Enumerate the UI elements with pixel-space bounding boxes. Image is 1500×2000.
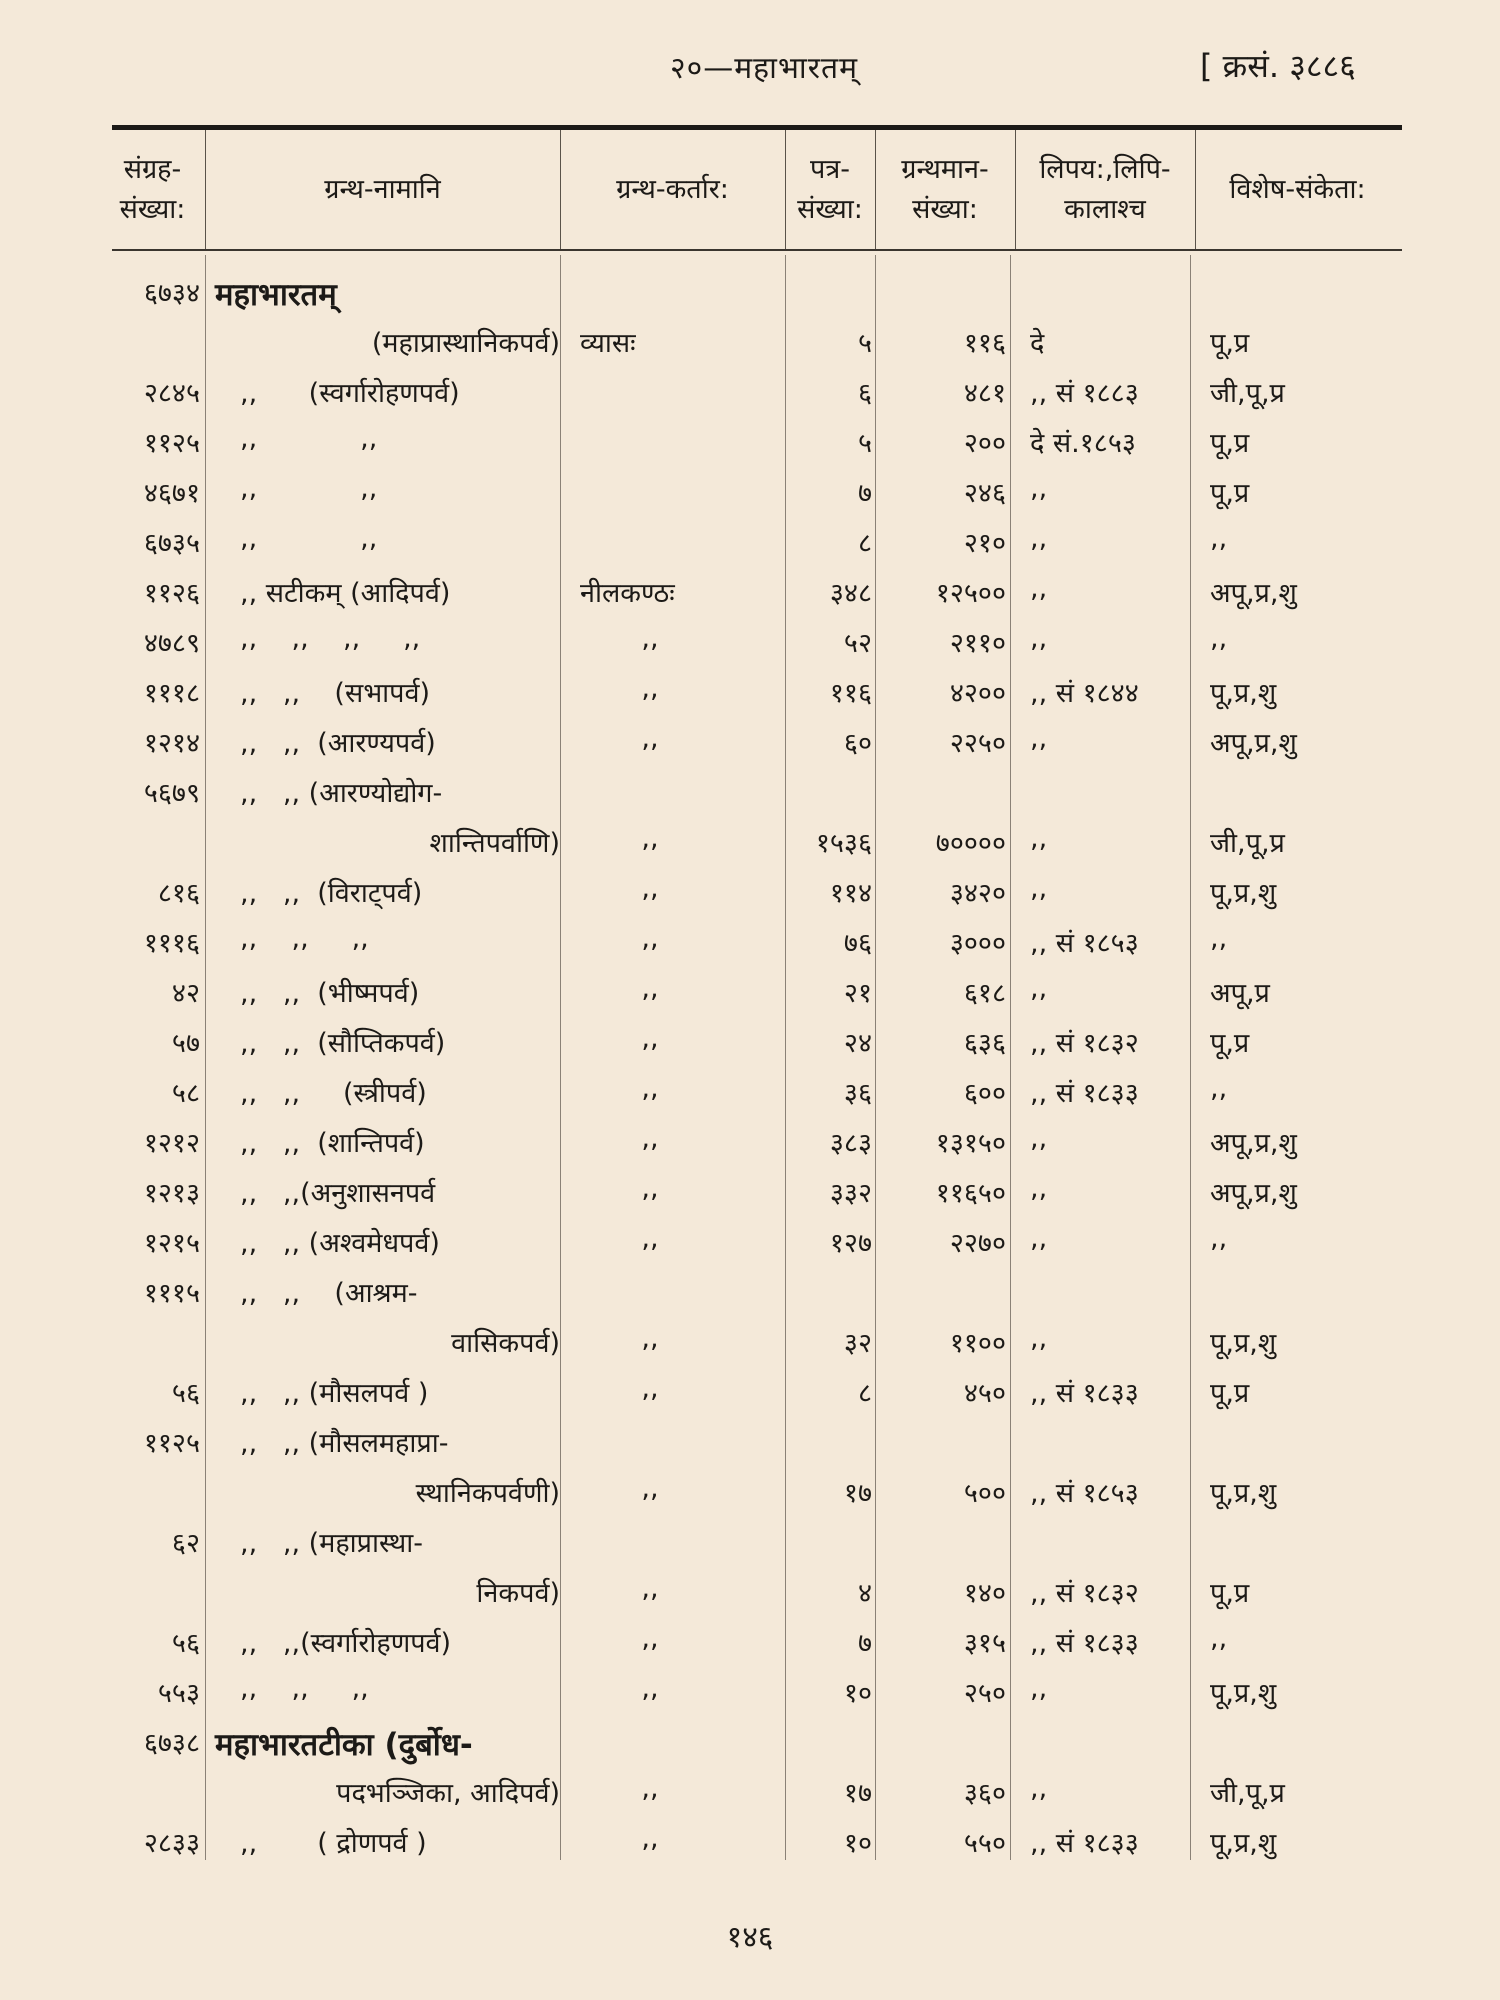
author-name: नीलकण्ठः — [580, 578, 675, 609]
folio-count: ५ — [857, 328, 872, 359]
author-name: ,, — [641, 1173, 659, 1204]
author-name: ,, — [641, 723, 659, 754]
manuscript-number: ६७३५ — [143, 528, 200, 559]
author-name: ,, — [641, 623, 659, 654]
extent-count: १३१५० — [935, 1128, 1006, 1159]
extent-count: २११० — [949, 628, 1006, 659]
table-row — [0, 965, 1500, 1015]
author-name: व्यासः — [580, 328, 636, 359]
work-title: ,, ,, (आरण्योद्योग- — [240, 778, 443, 809]
column-header-author: ग्रन्थ-कर्तार: — [616, 173, 729, 205]
folio-count: १७ — [843, 1478, 872, 1509]
table-row — [0, 1165, 1500, 1215]
work-title: वासिकपर्व) — [451, 1328, 560, 1359]
remarks: ,, — [1210, 523, 1228, 554]
extent-count: ४२०० — [949, 678, 1006, 709]
folio-count: ३४८ — [829, 578, 872, 609]
manuscript-number: ५६ — [171, 1378, 200, 1409]
column-header-extent: ग्रन्थमान- संख्या: — [901, 153, 989, 225]
folio-count: ११६ — [829, 678, 872, 709]
extent-count: ५५० — [963, 1828, 1006, 1859]
table-row — [0, 1615, 1500, 1665]
table-row — [0, 1565, 1500, 1615]
table-row — [0, 1115, 1500, 1165]
script-and-date: ,, — [1030, 473, 1048, 504]
column-header-number: संग्रह- संख्या: — [119, 153, 186, 225]
table-row — [0, 415, 1500, 465]
work-title: ,, ,, (आरण्यपर्व) — [240, 728, 436, 759]
folio-count: ३६ — [843, 1078, 872, 1109]
script-and-date: ,, — [1030, 1173, 1048, 1204]
work-title: ,, ,, — [240, 423, 378, 454]
manuscript-number: ८१६ — [157, 878, 200, 909]
table-row — [0, 1415, 1500, 1465]
work-title: ,, ,, (स्त्रीपर्व) — [240, 1078, 427, 1109]
work-title: ,, ,, (महाप्रास्था- — [240, 1528, 423, 1559]
remarks: पू,प्र,शु — [1210, 678, 1277, 709]
manuscript-number: १२१३ — [143, 1178, 200, 1209]
author-name: ,, — [641, 673, 659, 704]
work-title: ,, ,, ,, — [240, 1673, 369, 1704]
folio-count: १७ — [843, 1778, 872, 1809]
column-header-folios: पत्र- संख्या: — [797, 153, 863, 225]
script-and-date: ,, सं १८३३ — [1030, 1378, 1139, 1409]
folio-count: ७६ — [843, 928, 872, 959]
work-title: ,, ,, (आश्रम- — [240, 1278, 418, 1309]
extent-count: ६०० — [963, 1078, 1006, 1109]
extent-count: ३१५ — [963, 1628, 1006, 1659]
remarks: जी,पू,प्र — [1210, 378, 1285, 409]
remarks: ,, — [1210, 923, 1228, 954]
table-row — [0, 1815, 1500, 1865]
author-name: ,, — [641, 1073, 659, 1104]
folio-count: १५३६ — [815, 828, 872, 859]
running-reference: [ क्रसं. ३८८६ — [1200, 47, 1356, 85]
work-title: महाभारतम् — [215, 277, 337, 313]
manuscript-number: १११६ — [143, 928, 200, 959]
script-and-date: ,, — [1030, 573, 1048, 604]
running-head — [0, 40, 1500, 90]
folio-count: १२७ — [829, 1228, 872, 1259]
remarks: जी,पू,प्र — [1210, 828, 1285, 859]
remarks: पू,प्र — [1210, 1028, 1250, 1059]
extent-count: ११६५० — [935, 1178, 1006, 1209]
work-title: ,, ,,(अनुशासनपर्व — [240, 1178, 436, 1209]
manuscript-number: ५७ — [171, 1028, 200, 1059]
script-and-date: ,, — [1030, 1773, 1048, 1804]
page-number: १४६ — [726, 1920, 774, 1955]
folio-count: ५ — [857, 428, 872, 459]
script-and-date: ,, सं १८३२ — [1030, 1028, 1139, 1059]
manuscript-number: २८३३ — [143, 1828, 200, 1859]
remarks: अपू,प्र — [1210, 978, 1270, 1009]
work-title: ,, ,, (सौप्तिकपर्व) — [240, 1028, 446, 1059]
remarks: पू,प्र — [1210, 1378, 1250, 1409]
table-row — [0, 1015, 1500, 1065]
work-title: ,, ,, (शान्तिपर्व) — [240, 1128, 425, 1159]
extent-count: १४० — [963, 1578, 1006, 1609]
script-and-date: ,, — [1030, 623, 1048, 654]
script-and-date: ,, सं १८५३ — [1030, 1478, 1139, 1509]
author-name: ,, — [641, 973, 659, 1004]
script-and-date: ,, सं १८३३ — [1030, 1828, 1139, 1859]
extent-count: ४८१ — [963, 378, 1006, 409]
remarks: पू,प्र — [1210, 328, 1250, 359]
extent-count: ६३६ — [963, 1028, 1006, 1059]
script-and-date: ,, — [1030, 1223, 1048, 1254]
table-row — [0, 1665, 1500, 1715]
script-and-date: ,, सं १८४४ — [1030, 678, 1139, 709]
remarks: पू,प्र,शु — [1210, 1328, 1277, 1359]
script-and-date: ,, — [1030, 1123, 1048, 1154]
extent-count: १२५०० — [935, 578, 1006, 609]
remarks: ,, — [1210, 1223, 1228, 1254]
author-name: ,, — [641, 923, 659, 954]
manuscript-number: ४६७१ — [143, 478, 200, 509]
script-and-date: दे — [1030, 328, 1045, 359]
table-row — [0, 1315, 1500, 1365]
work-title: ,, ,, (भीष्मपर्व) — [240, 978, 420, 1009]
manuscript-number: १२१२ — [143, 1128, 200, 1159]
manuscript-number: १११८ — [143, 678, 200, 709]
script-and-date: ,, — [1030, 873, 1048, 904]
work-title: (महाप्रास्थानिकपर्व) — [371, 328, 560, 359]
table-row — [0, 265, 1500, 315]
remarks: अपू,प्र,शु — [1210, 578, 1297, 609]
author-name: ,, — [641, 1623, 659, 1654]
folio-count: २४ — [843, 1028, 872, 1059]
manuscript-number: ५६७९ — [143, 778, 200, 809]
script-and-date: ,, — [1030, 1673, 1048, 1704]
remarks: ,, — [1210, 1073, 1228, 1104]
folio-count: १० — [843, 1678, 872, 1709]
table-row — [0, 1215, 1500, 1265]
folio-count: ८ — [857, 528, 872, 559]
manuscript-number: १२१४ — [143, 728, 200, 759]
manuscript-number: ११२५ — [143, 428, 200, 459]
table-row — [0, 1365, 1500, 1415]
script-and-date: ,, — [1030, 523, 1048, 554]
folio-count: ६ — [857, 378, 872, 409]
work-title: ,, ,, (अश्वमेधपर्व) — [240, 1228, 440, 1259]
manuscript-number: ४७८९ — [143, 628, 200, 659]
table-row — [0, 665, 1500, 715]
table-row — [0, 865, 1500, 915]
table-row — [0, 515, 1500, 565]
work-title: निकपर्व) — [476, 1578, 560, 1609]
remarks: पू,प्र,शु — [1210, 1478, 1277, 1509]
remarks: पू,प्र,शु — [1210, 1828, 1277, 1859]
remarks: ,, — [1210, 623, 1228, 654]
work-title: ,, ( द्रोणपर्व ) — [240, 1828, 427, 1859]
table-row — [0, 1265, 1500, 1315]
extent-count: ११०० — [949, 1328, 1006, 1359]
table-row — [0, 815, 1500, 865]
script-and-date: ,, — [1030, 1323, 1048, 1354]
script-and-date: ,, सं १८८३ — [1030, 378, 1139, 409]
work-title: ,, ,, (मौसलपर्व ) — [240, 1378, 429, 1409]
extent-count: २४६ — [963, 478, 1006, 509]
manuscript-number: ११२५ — [143, 1428, 200, 1459]
top-rule — [112, 125, 1402, 130]
table-row — [0, 565, 1500, 615]
author-name: ,, — [641, 1023, 659, 1054]
manuscript-number: ४२ — [171, 978, 200, 1009]
author-name: ,, — [641, 1573, 659, 1604]
table-row — [0, 615, 1500, 665]
folio-count: ११४ — [829, 878, 872, 909]
manuscript-number: १२१५ — [143, 1228, 200, 1259]
folio-count: ३२ — [843, 1328, 872, 1359]
manuscript-number: २८४५ — [143, 378, 200, 409]
remarks: पू,प्र — [1210, 478, 1250, 509]
table-row — [0, 765, 1500, 815]
work-title: ,, ,,(स्वर्गारोहणपर्व) — [240, 1628, 452, 1659]
folio-count: ४ — [857, 1578, 872, 1609]
folio-count: २१ — [843, 978, 872, 1009]
extent-count: ५०० — [963, 1478, 1006, 1509]
table-row — [0, 1515, 1500, 1565]
extent-count: ४५० — [963, 1378, 1006, 1409]
work-title: ,, ,, (मौसलमहाप्रा- — [240, 1428, 449, 1459]
author-name: ,, — [641, 873, 659, 904]
work-title: ,, ,, (विराट्पर्व) — [240, 878, 423, 909]
extent-count: ११६ — [963, 328, 1006, 359]
folio-count: ८ — [857, 1378, 872, 1409]
remarks: अपू,प्र,शु — [1210, 1178, 1297, 1209]
author-name: ,, — [641, 823, 659, 854]
author-name: ,, — [641, 1223, 659, 1254]
script-and-date: ,, सं १८३३ — [1030, 1078, 1139, 1109]
work-title: शान्तिपर्वाणि) — [429, 828, 560, 859]
work-title: ,, सटीकम् (आदिपर्व) — [240, 578, 451, 609]
table-row — [0, 915, 1500, 965]
folio-count: ५२ — [843, 628, 872, 659]
table-row — [0, 1715, 1500, 1765]
table-row — [0, 1765, 1500, 1815]
work-title: महाभारतटीका (दुर्बोध- — [215, 1727, 473, 1763]
table-row — [0, 715, 1500, 765]
extent-count: २५० — [963, 1678, 1006, 1709]
table-row — [0, 1465, 1500, 1515]
folio-count: ७ — [857, 1628, 872, 1659]
author-name: ,, — [641, 1123, 659, 1154]
script-and-date: ,, सं १८३३ — [1030, 1628, 1139, 1659]
manuscript-number: ५५३ — [157, 1678, 200, 1709]
author-name: ,, — [641, 1373, 659, 1404]
work-title: पदभञ्जिका, आदिपर्व) — [336, 1778, 560, 1809]
work-title: ,, ,, — [240, 523, 378, 554]
script-and-date: ,, — [1030, 823, 1048, 854]
work-title: ,, ,, (सभापर्व) — [240, 678, 431, 709]
remarks: ,, — [1210, 1623, 1228, 1654]
column-header-remarks: विशेष-संकेता: — [1229, 173, 1366, 205]
folio-count: ७ — [857, 478, 872, 509]
remarks: पू,प्र — [1210, 1578, 1250, 1609]
extent-count: ७०००० — [935, 828, 1006, 859]
script-and-date: ,, — [1030, 723, 1048, 754]
manuscript-number: १११५ — [143, 1278, 200, 1309]
folio-count: ३३२ — [829, 1178, 872, 1209]
remarks: अपू,प्र,शु — [1210, 728, 1297, 759]
author-name: ,, — [641, 1323, 659, 1354]
script-and-date: ,, सं १८५३ — [1030, 928, 1139, 959]
manuscript-number: ६७३४ — [143, 278, 200, 309]
script-and-date: दे सं.१८५३ — [1030, 428, 1136, 459]
extent-count: २२७० — [949, 1228, 1006, 1259]
work-title: ,, ,, ,, ,, — [240, 623, 421, 654]
manuscript-number: ११२६ — [143, 578, 200, 609]
table-row — [0, 315, 1500, 365]
folio-count: १० — [843, 1828, 872, 1859]
remarks: पू,प्र,शु — [1210, 1678, 1277, 1709]
remarks: पू,प्र,शु — [1210, 878, 1277, 909]
table-row — [0, 465, 1500, 515]
extent-count: ३००० — [949, 928, 1006, 959]
script-and-date: ,, — [1030, 973, 1048, 1004]
work-title: स्थानिकपर्वणी) — [415, 1478, 560, 1509]
work-title: ,, ,, ,, — [240, 923, 369, 954]
extent-count: ६१८ — [963, 978, 1006, 1009]
extent-count: २०० — [963, 428, 1006, 459]
extent-count: ३६० — [963, 1778, 1006, 1809]
manuscript-number: ६२ — [171, 1528, 200, 1559]
extent-count: ३४२० — [949, 878, 1006, 909]
header-rule — [112, 249, 1402, 251]
extent-count: २२५० — [949, 728, 1006, 759]
table-row — [0, 1065, 1500, 1115]
remarks: जी,पू,प्र — [1210, 1778, 1285, 1809]
author-name: ,, — [641, 1823, 659, 1854]
work-title: ,, ,, — [240, 473, 378, 504]
script-and-date: ,, सं १८३२ — [1030, 1578, 1139, 1609]
table-row — [0, 365, 1500, 415]
column-header-script: लिपय:,लिपि- कालाश्च — [1039, 153, 1171, 225]
remarks: पू,प्र — [1210, 428, 1250, 459]
author-name: ,, — [641, 1473, 659, 1504]
work-title: ,, (स्वर्गारोहणपर्व) — [240, 378, 460, 409]
manuscript-number: ५६ — [171, 1628, 200, 1659]
manuscript-number: ५८ — [171, 1078, 200, 1109]
remarks: अपू,प्र,शु — [1210, 1128, 1297, 1159]
running-title: २०—महाभारतम् — [670, 51, 859, 86]
folio-count: ३८३ — [829, 1128, 872, 1159]
author-name: ,, — [641, 1673, 659, 1704]
column-header-title: ग्रन्थ-नामानि — [324, 173, 441, 205]
extent-count: २१० — [963, 528, 1006, 559]
manuscript-number: ६७३८ — [143, 1728, 200, 1759]
folio-count: ६० — [843, 728, 872, 759]
author-name: ,, — [641, 1773, 659, 1804]
